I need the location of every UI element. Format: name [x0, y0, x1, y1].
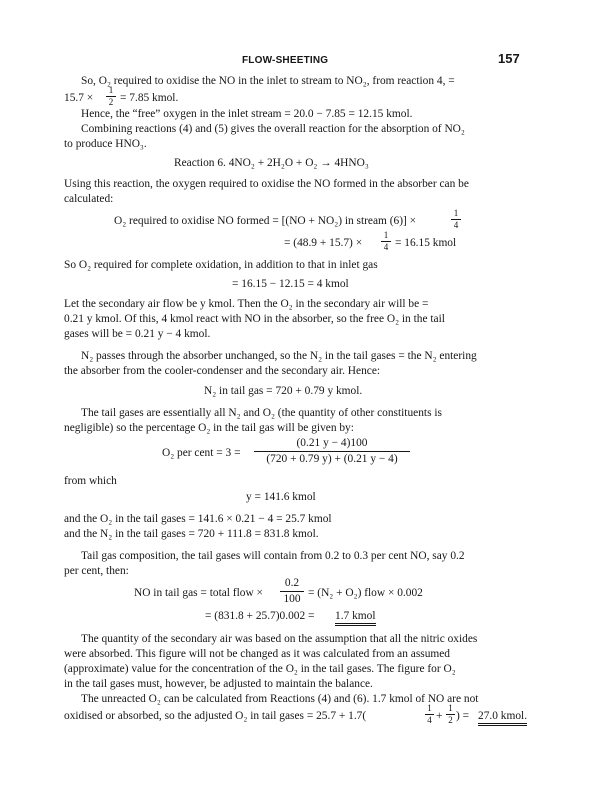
text-line: to produce HNO₃.	[64, 138, 147, 150]
text-line: The unreacted O₂ can be calculated from Reactions (4) and (6). 1.7 kmol of NO are not	[81, 693, 479, 705]
fraction-denominator: (720 + 0.79 y) + (0.21 y − 4)	[266, 453, 398, 465]
equation-line: = (48.9 + 15.7) ×	[284, 237, 363, 249]
fraction-denominator: 4	[453, 220, 459, 230]
equation-line: O₂ required to oxidise NO formed = [(NO + NO₂) in stream (6)] ×	[114, 215, 417, 227]
plus-sign: +	[436, 710, 443, 722]
text-line: the absorber from the cooler-condenser and the secondary air. Hence:	[64, 365, 381, 377]
text-line: 0.21 y kmol. Of this, 4 kmol react with NO in the absorber, so the free O₂ in the tail	[64, 313, 445, 325]
text-line: per cent, then:	[64, 565, 129, 577]
fraction-numerator: 1	[383, 230, 389, 240]
text-line: calculated:	[64, 193, 114, 205]
text-line: = 7.85 kmol.	[120, 92, 179, 104]
fraction-one-quarter	[451, 209, 461, 230]
text-line: So O₂ required for complete oxidation, in addition to that in inlet gas	[64, 259, 378, 271]
equation-line: y = 141.6 kmol	[246, 491, 316, 503]
text-line: Using this reaction, the oxygen required to oxidise the NO formed in the absorber can be	[64, 178, 469, 190]
running-title: FLOW-SHEETING	[242, 55, 329, 66]
fraction-denominator: 2	[108, 97, 114, 107]
result-underlined: 27.0 kmol.	[478, 709, 527, 726]
equation-line: = (N₂ + O₂) flow × 0.002	[308, 587, 423, 599]
text-line: Hence, the “free” oxygen in the inlet stream = 20.0 − 7.85 = 12.15 kmol.	[81, 108, 413, 120]
result-underlined: 1.7 kmol	[335, 609, 376, 626]
text-line: Let the secondary air flow be y kmol. Then the O₂ in the secondary air will be =	[64, 298, 429, 310]
text-line: Combining reactions (4) and (5) gives the overall reaction for the absorption of NO₂	[81, 123, 465, 135]
text-line: and the N₂ in the tail gases = 720 + 111.8 = 831.8 kmol.	[64, 528, 319, 540]
fraction-denominator: 4	[427, 715, 432, 725]
fraction-bar	[280, 591, 304, 592]
equation-line: = 16.15 kmol	[395, 237, 457, 249]
fraction-one-half	[446, 704, 455, 725]
fraction-numerator: 1	[448, 703, 453, 713]
text-line: Tail gas composition, the tail gases will contain from 0.2 to 0.3 per cent NO, say 0.2	[81, 550, 465, 562]
equation-line: O₂ per cent = 3 =	[162, 447, 241, 459]
fraction-numerator: (0.21 y − 4)100	[296, 437, 368, 449]
fraction-denominator: 2	[448, 715, 453, 725]
equation-line: NO in tail gas = total flow ×	[134, 587, 263, 599]
text-line: oxidised or absorbed, so the adjusted O₂ in tail gases = 25.7 + 1.7(	[64, 710, 367, 722]
equation-line: N₂ in tail gas = 720 + 0.79 y kmol.	[204, 385, 363, 397]
text-line: (approximate) value for the concentration of the O₂ in the tail gases. The figure for O₂	[64, 663, 456, 675]
fraction-denominator: 4	[383, 242, 389, 252]
text-line: negligible) so the percentage O₂ in the tail gas will be given by:	[64, 422, 354, 434]
text-line: from which	[64, 475, 117, 487]
fraction-one-quarter	[425, 704, 434, 725]
fraction-one-quarter	[381, 231, 391, 252]
text-line: gases will be = 0.21 y − 4 kmol.	[64, 328, 211, 340]
fraction-bar	[254, 451, 410, 452]
fraction-denominator: 100	[283, 593, 301, 605]
fraction-0.2-over-100	[280, 577, 304, 606]
fraction-numerator: 0.2	[284, 577, 300, 589]
fraction-numerator: 1	[453, 208, 459, 218]
text-line: and the O₂ in the tail gases = 141.6 × 0.21 − 4 = 25.7 kmol	[64, 513, 332, 525]
text-line: The quantity of the secondary air was based on the assumption that all the nitric oxides	[81, 633, 478, 645]
equation-line: = 16.15 − 12.15 = 4 kmol	[232, 278, 349, 290]
text-line: in the tail gases must, however, be adjusted to maintain the balance.	[64, 678, 373, 690]
text-line: So, O₂ required to oxidise the NO in the inlet to stream to NO₂, from reaction 4, =	[81, 75, 455, 87]
page-number: 157	[498, 51, 520, 66]
text-line: The tail gases are essentially all N₂ and O₂ (the quantity of other constituents is	[81, 407, 442, 419]
fraction-o2-percent	[254, 437, 410, 466]
fraction-numerator: 1	[427, 703, 432, 713]
text-line: ) =	[456, 710, 470, 722]
text-line: 15.7 ×	[64, 92, 94, 104]
text-line: were absorbed. This figure will not be changed as it was calculated from an assumed	[64, 648, 450, 660]
fraction-numerator: 1	[108, 85, 114, 95]
fraction-one-half	[106, 86, 116, 107]
equation-line: = (831.8 + 25.7)0.002 =	[205, 610, 315, 622]
text-line: N₂ passes through the absorber unchanged, so the N₂ in the tail gases = the N₂ entering	[81, 350, 477, 362]
reaction-equation: Reaction 6. 4NO₂ + 2H₂O + O₂ → 4HNO₃	[174, 157, 369, 169]
